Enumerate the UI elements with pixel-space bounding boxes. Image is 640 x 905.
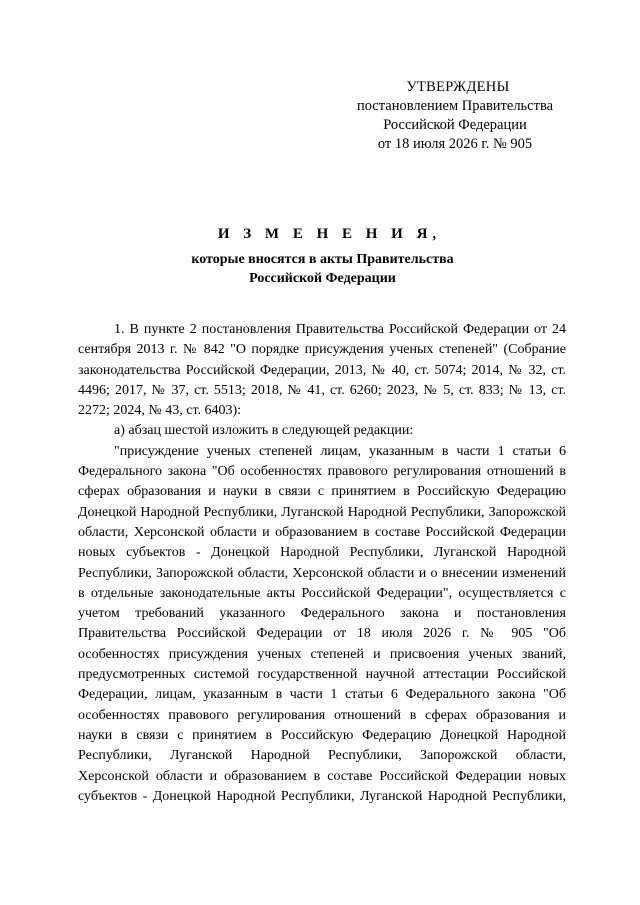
paragraph-2: а) абзац шестой изложить в следующей редакции: <box>114 423 414 439</box>
paragraph-1: 1. В пункте 2 постановления Правительства Российской Федерации от 24 сентября 2013 г. № 842 "О порядке присуждения ученых степеней" (Собрание законодательства Российской Федерации, 2013, № 40, ст. 5074; 2014, № 32, ст. 4496; 2017, № 37, ст. 5513; 2018, № 41, ст. 6260; 2023, № 5, ст. 833; № 13, ст. 2272; 2024, № 43, ст. 6403): <box>78 322 566 419</box>
approval-title: УТВЕРЖДЕНЫ <box>406 79 510 95</box>
document-subtitle-1: которые вносятся в акты Правительства <box>191 252 454 267</box>
document-body <box>78 320 566 807</box>
document-title: И З М Е Н Е Н И Я, <box>217 226 442 242</box>
document-subtitle-2: Российской Федерации <box>249 271 396 286</box>
paragraph-3: "присуждение ученых степеней лицам, указанным в части 1 статьи 6 Федерального закона "Об особенностях правового регулирования отношений в сферах образования и науки в связи с принятием в Российскую Федерацию Донецкой Народной Республики, Луганской Народной Республики, Запорожской области, Херсонской области и образованием в составе Российской Федерации новых субъектов - Донецкой Народной Республики, Луганской Народной Республики, Запорожской области, Херсонской области и о внесении изменений в отдельные законодательные акты Российской Федерации", осуществляется с учетом требований указанного Федерального закона и постановления Правительства Российской Федерации от 18 июля 2026 г. № 905 "Об особенностях присуждения ученых степеней и присвоения ученых званий, предусмотренных системой государственной научной аттестации Российской Федерации, лицам, указанным в части 1 статьи 6 Федерального закона "Об особенностях правового регулирования отношений в сферах образования и науки в связи с принятием в Российскую Федерацию Донецкой Народной Республики, Луганской Народной Республики, Запорожской области, Херсонской области и образованием в составе Российской Федерации новых субъектов - Донецкой Народной Республики, Луганской Народной Республики, <box>78 443 566 804</box>
approval-line-2: Российской Федерации <box>383 117 527 133</box>
approval-line-1: постановлением Правительства <box>356 98 554 114</box>
approval-line-3: от 18 июля 2026 г. № 905 <box>377 136 533 152</box>
approval-block <box>340 78 570 154</box>
